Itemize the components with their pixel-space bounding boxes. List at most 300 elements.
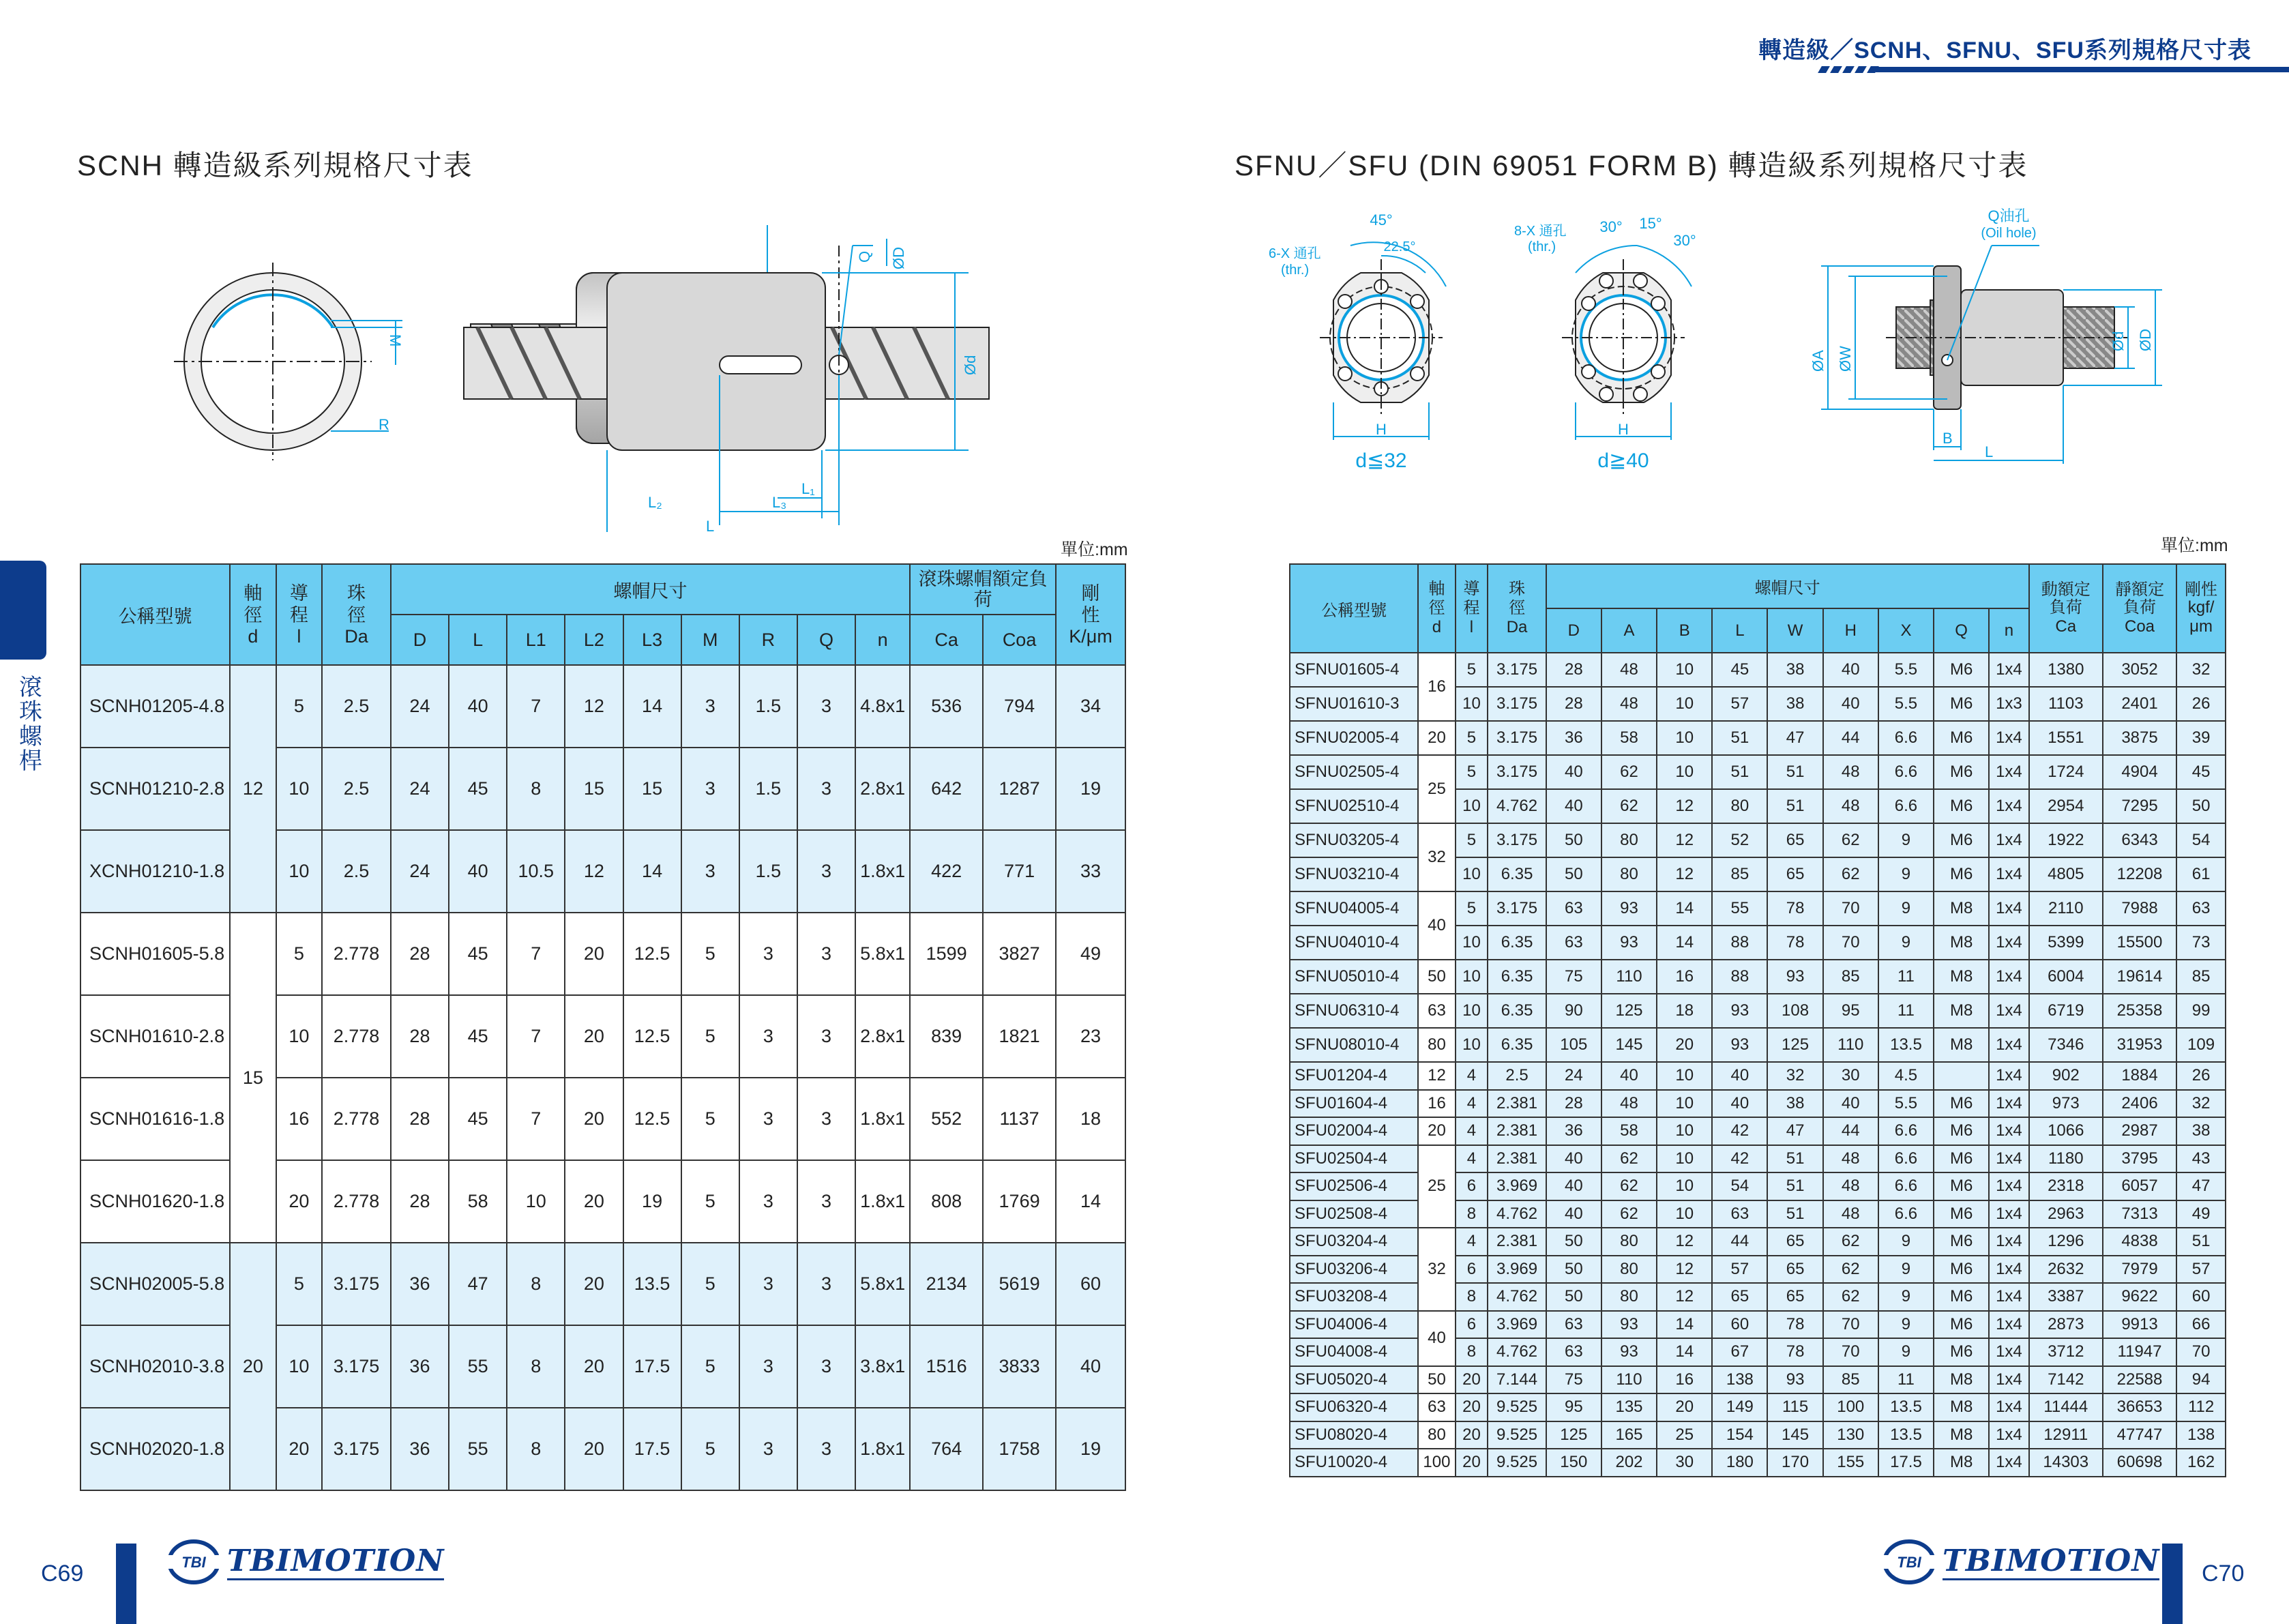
value-cell: 47 bbox=[1767, 721, 1822, 755]
value-cell: 36 bbox=[391, 1325, 449, 1408]
value-cell: 20 bbox=[1456, 1393, 1488, 1421]
value-cell: M6 bbox=[1934, 1283, 1989, 1311]
value-cell: 10 bbox=[1456, 926, 1488, 960]
value-cell: 62 bbox=[1601, 755, 1657, 789]
value-cell: 115 bbox=[1767, 1393, 1822, 1421]
value-cell: 1.8x1 bbox=[855, 1160, 910, 1243]
oil-hole-label: Q油孔 bbox=[1988, 207, 2030, 224]
value-cell: 40 bbox=[1712, 1090, 1767, 1118]
value-cell: 36 bbox=[1546, 1117, 1601, 1145]
value-cell: 16 bbox=[276, 1078, 323, 1160]
value-cell: 38 bbox=[2176, 1117, 2226, 1145]
model-cell: SFU10020-4 bbox=[1290, 1449, 1418, 1477]
value-cell: 5 bbox=[681, 913, 739, 995]
model-cell: SFU02506-4 bbox=[1290, 1172, 1418, 1200]
hole8-label: 8-X 通孔 bbox=[1514, 224, 1567, 239]
value-cell: 10 bbox=[1657, 1145, 1712, 1173]
value-cell: 6.35 bbox=[1488, 1028, 1546, 1062]
value-cell: 162 bbox=[2176, 1449, 2226, 1477]
value-cell: 3 bbox=[797, 1160, 855, 1243]
value-cell: 2134 bbox=[910, 1243, 983, 1325]
value-cell: 1x4 bbox=[1989, 1117, 2028, 1145]
value-cell: 51 bbox=[1712, 755, 1767, 789]
value-cell: 36 bbox=[391, 1408, 449, 1490]
value-cell: 6.6 bbox=[1878, 1200, 1934, 1228]
value-cell: 10 bbox=[1657, 1200, 1712, 1228]
value-cell: 1x4 bbox=[1989, 1228, 2028, 1256]
col-model-header: 公稱型號 bbox=[80, 564, 230, 665]
value-cell: 13.5 bbox=[1878, 1028, 1934, 1062]
value-cell: 3 bbox=[739, 1408, 797, 1490]
col-header: L bbox=[449, 615, 507, 665]
value-cell: 47 bbox=[1767, 1117, 1822, 1145]
value-cell: 2.8x1 bbox=[855, 995, 910, 1078]
d-ge-40-label: d≧40 bbox=[1597, 449, 1649, 472]
value-cell: 10 bbox=[276, 748, 323, 830]
tbi-logo-mark-icon bbox=[1882, 1539, 1936, 1585]
sfnu-col-header: L bbox=[1712, 608, 1767, 653]
value-cell: M8 bbox=[1934, 1366, 1989, 1394]
value-cell: 13.5 bbox=[623, 1243, 681, 1325]
model-cell: SFNU02505-4 bbox=[1290, 755, 1418, 789]
value-cell: 5 bbox=[276, 1243, 323, 1325]
value-cell: 3 bbox=[681, 830, 739, 913]
value-cell: 12 bbox=[1657, 823, 1712, 857]
value-cell: 49 bbox=[1056, 913, 1125, 995]
value-cell: 112 bbox=[2176, 1393, 2226, 1421]
sfnu-col-header: X bbox=[1878, 608, 1934, 653]
value-cell: 2.381 bbox=[1488, 1090, 1546, 1118]
value-cell: 11444 bbox=[2029, 1393, 2103, 1421]
value-cell: 2110 bbox=[2029, 891, 2103, 926]
value-cell: 5 bbox=[276, 665, 323, 748]
value-cell: 902 bbox=[2029, 1062, 2103, 1090]
value-cell: 85 bbox=[1712, 857, 1767, 891]
value-cell: 10 bbox=[507, 1160, 565, 1243]
value-cell: 62 bbox=[1601, 1172, 1657, 1200]
value-cell: 3.969 bbox=[1488, 1256, 1546, 1284]
value-cell: 15500 bbox=[2103, 926, 2176, 960]
value-cell: 24 bbox=[391, 830, 449, 913]
value-cell: 51 bbox=[2176, 1228, 2226, 1256]
value-cell: M6 bbox=[1934, 653, 1989, 687]
value-cell: 10 bbox=[1657, 1062, 1712, 1090]
value-cell: 26 bbox=[2176, 1062, 2226, 1090]
angle-15-label: 15° bbox=[1639, 215, 1662, 232]
left-page-number: C69 bbox=[41, 1561, 84, 1586]
value-cell: 4805 bbox=[2029, 857, 2103, 891]
value-cell: 40 bbox=[1546, 789, 1601, 823]
value-cell: 1x4 bbox=[1989, 1366, 2028, 1394]
scnh-spec-table bbox=[80, 563, 1126, 1491]
value-cell: 49 bbox=[2176, 1200, 2226, 1228]
value-cell: M6 bbox=[1934, 721, 1989, 755]
value-cell: 2.8x1 bbox=[855, 748, 910, 830]
header-rule bbox=[1876, 67, 2289, 72]
value-cell: M6 bbox=[1934, 823, 1989, 857]
value-cell: 10.5 bbox=[507, 830, 565, 913]
value-cell: 7 bbox=[507, 1078, 565, 1160]
value-cell: 3 bbox=[681, 748, 739, 830]
value-cell: 1884 bbox=[2103, 1062, 2176, 1090]
value-cell: 40 bbox=[1712, 1062, 1767, 1090]
dim-Od-right-label: Ød bbox=[2110, 331, 2127, 351]
value-cell: 9 bbox=[1878, 1338, 1934, 1366]
value-cell: 7.144 bbox=[1488, 1366, 1546, 1394]
value-cell: 6004 bbox=[2029, 960, 2103, 994]
nut-dim-header: 螺帽尺寸 bbox=[391, 564, 910, 615]
value-cell: 9622 bbox=[2103, 1283, 2176, 1311]
model-cell: SCNH01210-2.8 bbox=[80, 748, 230, 830]
value-cell: 15 bbox=[623, 748, 681, 830]
value-cell: 4.762 bbox=[1488, 1338, 1546, 1366]
value-cell: 30 bbox=[1657, 1449, 1712, 1477]
value-cell: 5 bbox=[681, 1160, 739, 1243]
value-cell: 70 bbox=[1823, 1311, 1878, 1339]
value-cell: 40 bbox=[1546, 1145, 1601, 1173]
value-cell: 88 bbox=[1712, 960, 1767, 994]
value-cell: 2.381 bbox=[1488, 1117, 1546, 1145]
model-cell: SFNU01605-4 bbox=[1290, 653, 1418, 687]
value-cell: 1x3 bbox=[1989, 687, 2028, 721]
value-cell: 1x4 bbox=[1989, 1393, 2028, 1421]
value-cell: 3875 bbox=[2103, 721, 2176, 755]
col-lead-header: 導程 l bbox=[276, 564, 323, 665]
value-cell: 63 bbox=[1546, 891, 1601, 926]
value-cell: 14 bbox=[1657, 1311, 1712, 1339]
value-cell: 1x4 bbox=[1989, 1062, 2028, 1090]
value-cell: 1x4 bbox=[1989, 1090, 2028, 1118]
value-cell: 1x4 bbox=[1989, 1449, 2028, 1477]
value-cell: 19 bbox=[623, 1160, 681, 1243]
value-cell: 85 bbox=[2176, 960, 2226, 994]
value-cell: 4 bbox=[1456, 1228, 1488, 1256]
value-cell: 10 bbox=[276, 1325, 323, 1408]
value-cell: 1769 bbox=[983, 1160, 1056, 1243]
value-cell: 32 bbox=[2176, 1090, 2226, 1118]
value-cell: 80 bbox=[1712, 789, 1767, 823]
value-cell: 1x4 bbox=[1989, 1172, 2028, 1200]
shaft-cell: 80 bbox=[1418, 1421, 1455, 1449]
value-cell: 93 bbox=[1712, 1028, 1767, 1062]
value-cell: 6 bbox=[1456, 1311, 1488, 1339]
value-cell: 1x4 bbox=[1989, 823, 2028, 857]
value-cell: 8 bbox=[507, 1408, 565, 1490]
value-cell: 20 bbox=[565, 1325, 623, 1408]
value-cell: 9 bbox=[1878, 1283, 1934, 1311]
sfnu-col-header: Q bbox=[1934, 608, 1989, 653]
value-cell: M6 bbox=[1934, 1200, 1989, 1228]
value-cell: 16 bbox=[1657, 1366, 1712, 1394]
value-cell: 17.5 bbox=[623, 1408, 681, 1490]
sfnu-rig-header: 剛性kgf/ μm bbox=[2176, 564, 2226, 653]
sfnu-col-header: W bbox=[1767, 608, 1822, 653]
sfnu-col-header: A bbox=[1601, 608, 1657, 653]
value-cell: 6.6 bbox=[1878, 1117, 1934, 1145]
value-cell: 9 bbox=[1878, 1256, 1934, 1284]
value-cell: 80 bbox=[1601, 857, 1657, 891]
sfnu-col-shaft-header: 軸徑 d bbox=[1418, 564, 1455, 653]
sfnu-col-model-header: 公稱型號 bbox=[1290, 564, 1418, 653]
value-cell: 771 bbox=[983, 830, 1056, 913]
shaft-cell: 25 bbox=[1418, 755, 1455, 823]
table-row bbox=[1290, 1393, 2226, 1421]
value-cell: 17.5 bbox=[623, 1325, 681, 1408]
value-cell: 2954 bbox=[2029, 789, 2103, 823]
model-cell: SFU03206-4 bbox=[1290, 1256, 1418, 1284]
value-cell: 62 bbox=[1601, 789, 1657, 823]
value-cell: 20 bbox=[1456, 1366, 1488, 1394]
value-cell: 6.35 bbox=[1488, 926, 1546, 960]
value-cell: 2.5 bbox=[1488, 1062, 1546, 1090]
value-cell: 12 bbox=[1657, 789, 1712, 823]
value-cell: 25358 bbox=[2103, 994, 2176, 1028]
value-cell: 2401 bbox=[2103, 687, 2176, 721]
value-cell: 61 bbox=[2176, 857, 2226, 891]
value-cell: 62 bbox=[1823, 823, 1878, 857]
value-cell: 12 bbox=[1657, 1228, 1712, 1256]
value-cell: 5399 bbox=[2029, 926, 2103, 960]
value-cell: 1x4 bbox=[1989, 1283, 2028, 1311]
shaft-cell: 63 bbox=[1418, 1393, 1455, 1421]
value-cell: 6.6 bbox=[1878, 755, 1934, 789]
model-cell: SFU08020-4 bbox=[1290, 1421, 1418, 1449]
col-header: Ca bbox=[910, 615, 983, 665]
value-cell: 38 bbox=[1767, 687, 1822, 721]
value-cell: 66 bbox=[2176, 1311, 2226, 1339]
value-cell: 110 bbox=[1601, 1366, 1657, 1394]
svg-text:TBI: TBI bbox=[181, 1554, 206, 1571]
value-cell: 9 bbox=[1878, 857, 1934, 891]
value-cell: 1x4 bbox=[1989, 1256, 2028, 1284]
table-row bbox=[1290, 1117, 2226, 1145]
value-cell: 8 bbox=[507, 748, 565, 830]
value-cell: 93 bbox=[1601, 891, 1657, 926]
value-cell: 764 bbox=[910, 1408, 983, 1490]
value-cell: 88 bbox=[1712, 926, 1767, 960]
value-cell: 62 bbox=[1601, 1145, 1657, 1173]
value-cell: 100 bbox=[1823, 1393, 1878, 1421]
value-cell: 10 bbox=[1657, 1172, 1712, 1200]
dim-Od-label: Ød bbox=[962, 355, 979, 375]
value-cell: 8 bbox=[1456, 1283, 1488, 1311]
value-cell: 1599 bbox=[910, 913, 983, 995]
value-cell: 44 bbox=[1823, 1117, 1878, 1145]
value-cell: 3.175 bbox=[322, 1243, 391, 1325]
model-cell: SCNH01605-5.8 bbox=[80, 913, 230, 995]
value-cell: 3052 bbox=[2103, 653, 2176, 687]
value-cell: 3 bbox=[797, 748, 855, 830]
value-cell: 9 bbox=[1878, 891, 1934, 926]
value-cell: 1x4 bbox=[1989, 1338, 2028, 1366]
value-cell: 5 bbox=[1456, 891, 1488, 926]
value-cell: 165 bbox=[1601, 1421, 1657, 1449]
model-cell: SCNH01620-1.8 bbox=[80, 1160, 230, 1243]
value-cell: 9.525 bbox=[1488, 1393, 1546, 1421]
value-cell: 154 bbox=[1712, 1421, 1767, 1449]
dim-L-label: L bbox=[706, 518, 715, 532]
value-cell: 44 bbox=[1823, 721, 1878, 755]
value-cell: 51 bbox=[1767, 755, 1822, 789]
value-cell: 13.5 bbox=[1878, 1421, 1934, 1449]
value-cell: 40 bbox=[1546, 1172, 1601, 1200]
value-cell: 2318 bbox=[2029, 1172, 2103, 1200]
value-cell: 43 bbox=[2176, 1145, 2226, 1173]
value-cell: 58 bbox=[449, 1160, 507, 1243]
value-cell: 4 bbox=[1456, 1062, 1488, 1090]
value-cell: 55 bbox=[449, 1325, 507, 1408]
value-cell: 1.5 bbox=[739, 830, 797, 913]
value-cell: 135 bbox=[1601, 1393, 1657, 1421]
table-row bbox=[1290, 891, 2226, 926]
value-cell: 10 bbox=[1657, 721, 1712, 755]
value-cell: 51 bbox=[1767, 1200, 1822, 1228]
value-cell: 20 bbox=[565, 995, 623, 1078]
value-cell: 31953 bbox=[2103, 1028, 2176, 1062]
value-cell: 11 bbox=[1878, 994, 1934, 1028]
value-cell: 10 bbox=[276, 830, 323, 913]
value-cell: 50 bbox=[1546, 823, 1601, 857]
value-cell: 45 bbox=[1712, 653, 1767, 687]
model-cell: SFU02004-4 bbox=[1290, 1117, 1418, 1145]
value-cell: 20 bbox=[1657, 1393, 1712, 1421]
value-cell: 5 bbox=[1456, 653, 1488, 687]
table-row bbox=[1290, 1145, 2226, 1173]
brand-wordmark: TBIMOTION bbox=[227, 1544, 444, 1580]
oil-hole-en-label: (Oil hole) bbox=[1981, 226, 2037, 241]
value-cell: 80 bbox=[1601, 1256, 1657, 1284]
value-cell: 34 bbox=[1056, 665, 1125, 748]
value-cell: 2.778 bbox=[322, 913, 391, 995]
value-cell: 19 bbox=[1056, 1408, 1125, 1490]
value-cell: 38 bbox=[1767, 653, 1822, 687]
value-cell: 19614 bbox=[2103, 960, 2176, 994]
hole8-thr-label: (thr.) bbox=[1528, 239, 1556, 254]
sfnu-col-lead-header: 導程 l bbox=[1456, 564, 1488, 653]
value-cell: 20 bbox=[565, 1243, 623, 1325]
value-cell: 24 bbox=[391, 748, 449, 830]
value-cell: 5 bbox=[681, 1325, 739, 1408]
angle-22-label: 22.5° bbox=[1383, 239, 1416, 254]
value-cell: 14 bbox=[1056, 1160, 1125, 1243]
value-cell: 3.175 bbox=[1488, 823, 1546, 857]
value-cell: 5 bbox=[681, 995, 739, 1078]
value-cell: 145 bbox=[1601, 1028, 1657, 1062]
value-cell: 25 bbox=[1657, 1421, 1712, 1449]
sfnu-sta-header: 靜額定負荷 Coa bbox=[2103, 564, 2176, 653]
table-row bbox=[1290, 1366, 2226, 1394]
value-cell: 4 bbox=[1456, 1145, 1488, 1173]
col-shaft-header: 軸徑 d bbox=[230, 564, 276, 665]
model-cell: SCNH02005-5.8 bbox=[80, 1243, 230, 1325]
value-cell: 180 bbox=[1712, 1449, 1767, 1477]
hole6-label: 6-X 通孔 bbox=[1269, 246, 1321, 261]
value-cell: 3.969 bbox=[1488, 1172, 1546, 1200]
value-cell: 48 bbox=[1823, 1200, 1878, 1228]
model-cell: SFU03204-4 bbox=[1290, 1228, 1418, 1256]
col-header: R bbox=[739, 615, 797, 665]
value-cell: 3.175 bbox=[1488, 653, 1546, 687]
value-cell: 78 bbox=[1767, 926, 1822, 960]
value-cell: 40 bbox=[1056, 1325, 1125, 1408]
dim-L1-label: L₁ bbox=[801, 480, 815, 497]
load-header: 滾珠螺帽額定負荷 bbox=[910, 564, 1056, 615]
value-cell: 1x4 bbox=[1989, 1028, 2028, 1062]
value-cell: 48 bbox=[1601, 687, 1657, 721]
value-cell: 2987 bbox=[2103, 1117, 2176, 1145]
value-cell: M6 bbox=[1934, 1117, 1989, 1145]
value-cell: 40 bbox=[1546, 1200, 1601, 1228]
value-cell: 5 bbox=[1456, 823, 1488, 857]
value-cell: 6 bbox=[1456, 1256, 1488, 1284]
model-cell: SFNU08010-4 bbox=[1290, 1028, 1418, 1062]
shaft-cell: 20 bbox=[1418, 1117, 1455, 1145]
shaft-cell: 15 bbox=[230, 913, 276, 1243]
value-cell: 1516 bbox=[910, 1325, 983, 1408]
value-cell: 9.525 bbox=[1488, 1421, 1546, 1449]
value-cell: 125 bbox=[1601, 994, 1657, 1028]
value-cell: 9.525 bbox=[1488, 1449, 1546, 1477]
value-cell: 20 bbox=[1456, 1421, 1488, 1449]
value-cell: 11947 bbox=[2103, 1338, 2176, 1366]
value-cell: 7346 bbox=[2029, 1028, 2103, 1062]
value-cell: 155 bbox=[1823, 1449, 1878, 1477]
col-header: n bbox=[855, 615, 910, 665]
value-cell: 39 bbox=[2176, 721, 2226, 755]
value-cell: 4.8x1 bbox=[855, 665, 910, 748]
shaft-cell: 50 bbox=[1418, 960, 1455, 994]
value-cell: 1.5 bbox=[739, 665, 797, 748]
col-header: D bbox=[391, 615, 449, 665]
right-brand-logo bbox=[1882, 1539, 2159, 1585]
value-cell: 51 bbox=[1767, 1145, 1822, 1173]
value-cell: 110 bbox=[1823, 1028, 1878, 1062]
value-cell: 70 bbox=[2176, 1338, 2226, 1366]
value-cell: 12 bbox=[1657, 857, 1712, 891]
value-cell: 51 bbox=[1767, 1172, 1822, 1200]
value-cell: 51 bbox=[1767, 789, 1822, 823]
value-cell: M6 bbox=[1934, 1311, 1989, 1339]
col-header: M bbox=[681, 615, 739, 665]
value-cell: 62 bbox=[1823, 857, 1878, 891]
value-cell: 20 bbox=[565, 1078, 623, 1160]
value-cell: 80 bbox=[1601, 1228, 1657, 1256]
value-cell: 10 bbox=[1657, 1090, 1712, 1118]
value-cell: 1287 bbox=[983, 748, 1056, 830]
sfnu-drawing bbox=[1255, 205, 2237, 546]
model-cell: SFU03208-4 bbox=[1290, 1283, 1418, 1311]
shaft-cell: 16 bbox=[1418, 1090, 1455, 1118]
value-cell: 93 bbox=[1601, 1338, 1657, 1366]
value-cell: 78 bbox=[1767, 891, 1822, 926]
value-cell: 28 bbox=[391, 1160, 449, 1243]
value-cell: 4.5 bbox=[1878, 1062, 1934, 1090]
dim-L2-label: L₂ bbox=[648, 494, 662, 511]
left-brand-logo bbox=[167, 1539, 444, 1585]
value-cell: 7313 bbox=[2103, 1200, 2176, 1228]
value-cell: 3 bbox=[739, 913, 797, 995]
value-cell: 36653 bbox=[2103, 1393, 2176, 1421]
dim-OD-right-label: ØD bbox=[2137, 329, 2154, 351]
value-cell: 1x4 bbox=[1989, 1311, 2028, 1339]
value-cell: 10 bbox=[1456, 1028, 1488, 1062]
value-cell: 202 bbox=[1601, 1449, 1657, 1477]
value-cell: M8 bbox=[1934, 1393, 1989, 1421]
brand-wordmark: TBIMOTION bbox=[1943, 1544, 2159, 1580]
value-cell: 8 bbox=[507, 1243, 565, 1325]
model-cell: SFNU06310-4 bbox=[1290, 994, 1418, 1028]
value-cell: 63 bbox=[1712, 1200, 1767, 1228]
